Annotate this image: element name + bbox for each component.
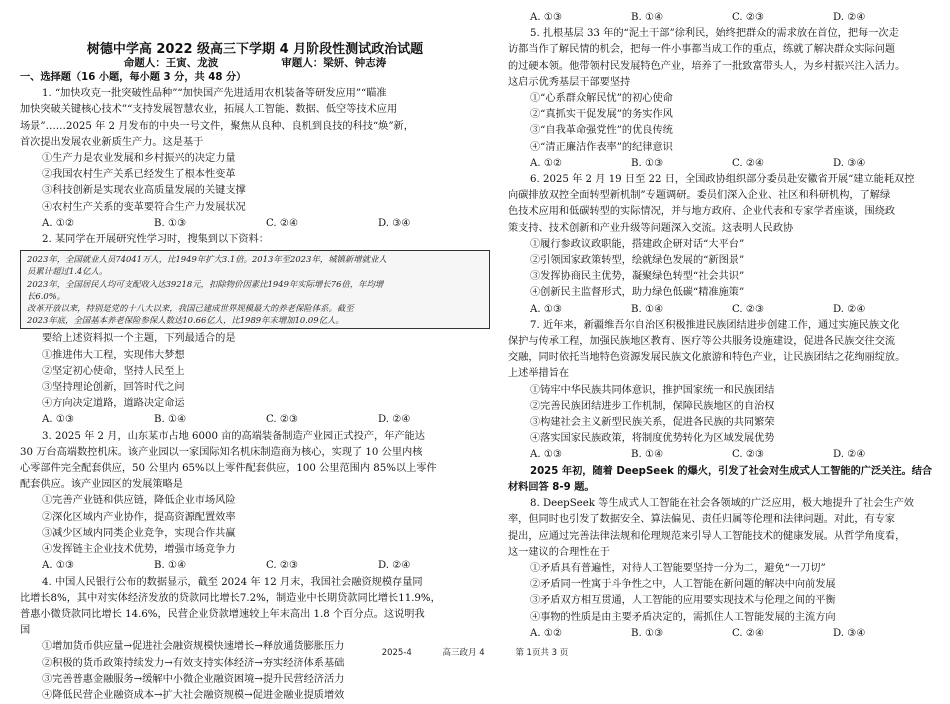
q4-choice-b: B. ①④ [631,10,732,26]
q7-choices [508,447,934,463]
q4-item: ①增加货币供应量→促进社会融资规模快速增长→释放通货膨胀压力 [20,639,490,655]
question-5 [508,26,934,172]
q8-line: 这一建议的合理性在于 [508,545,934,561]
exam-title: 树德中学高 2022 级高三下学期 4 月阶段性测试政治试题 [20,38,490,57]
q4-choice-a: A. ①③ [530,10,631,26]
section-heading: 一、选择题（16 小题，每小题 3 分，共 48 分） [20,70,490,86]
question-4 [20,575,490,704]
q3-choice-a: A. ①③ [42,558,154,574]
q1-choices [20,216,490,232]
question-7 [508,318,934,464]
q2-material-box [20,250,490,329]
q3-line: 配套供应。该产业园区的发展策略是 [20,477,490,493]
q3-choice-c: C. ②③ [266,558,378,574]
q3-choice-d: D. ②④ [378,558,490,574]
q2-choices [20,412,490,428]
page-footer [0,646,950,658]
q7-choice-a: A. ①③ [530,447,631,463]
q7-item: ①铸牢中华民族共同体意识，推护国家统一和民族团结 [508,383,934,399]
q2-material-line: 员累计超过1.4亿人。 [27,265,483,277]
q5-choices [508,156,934,172]
q8-line: 率，但同时也引发了数据安全、算法偏见、责任归属等伦理和法律问题。对此，有专家 [508,512,934,528]
q2-choice-a: A. ①③ [42,412,154,428]
q4-choice-c: C. ②③ [732,10,833,26]
q1-line: 加快突破关键核心技术”“支持发展智慧农业，拓展人工智能、数据、低空等技术应用 [20,102,490,118]
q7-line: 保护与传承工程，加强民族地区教育、医疗等公共服务设施建设，促进各民族交往交流 [508,334,934,350]
q5-line: 访都当作了解民情的机会，把每一件小事都当成工作的重点，练就了解决群众实际问题 [508,42,934,58]
q6-choice-d: D. ②④ [833,302,934,318]
q5-choice-c: C. ②④ [732,156,833,172]
q6-choice-c: C. ②③ [732,302,833,318]
material-intro-8-9 [508,464,934,496]
q5-line: 5. 扎根基层 33 年的“泥土干部”徐利民，始终把群众的需求放在首位，把每一次走 [508,26,934,42]
intro-line: 2025 年初，随着 DeepSeek 的爆火，引发了社会对生成式人工智能的广泛关注。结合 [508,464,934,480]
q8-item: ②矛盾同一性寓于斗争性之中，人工智能在新问题的解决中向前发展 [508,577,934,593]
q6-line: 向碳排放双控全面转型新机制”专题调研。委员们深入企业、社区和科研机构，了解绿 [508,188,934,204]
q8-line: 8. DeepSeek 等生成式人工智能在社会各领域的广泛应用，极大地提升了社会生产效 [508,496,934,512]
q7-line: 交融，同时依托当地特色资源发展民族文化旅游和特色产业，让民族团结之花绚丽绽放。 [508,350,934,366]
q7-choice-b: B. ①④ [631,447,732,463]
q4-choice-d: D. ②④ [833,10,934,26]
q5-item: ③“自我革命强党性”的优良传统 [508,123,934,139]
q1-item: ①生产力是农业发展和乡村振兴的决定力量 [20,151,490,167]
q3-item: ③减少区域内同类企业竞争，实现合作共赢 [20,526,490,542]
q7-line: 7. 近年来，新疆维吾尔自治区积极推进民族团结进步创建工作，通过实施民族文化 [508,318,934,334]
q1-line: 场景”……2025 年 2 月发布的中央一号文件，聚焦从良种、良机到良技的科技“焕”新， [20,119,490,135]
q3-choices [20,558,490,574]
question-2 [20,232,490,429]
q8-choice-d: D. ③④ [833,626,934,642]
q4-item: ③完善普惠金融服务→缓解中小微企业融资困境→提升民营经济活力 [20,672,490,688]
q6-choice-b: B. ①④ [631,302,732,318]
q2-material-line: 长6.0%。 [27,290,483,302]
q7-choice-c: C. ②③ [732,447,833,463]
q1-line: 1. “加快攻克一批突破性品种”“加快国产先进适用农机装备等研发应用”“瞄准 [20,86,490,102]
q3-item: ①完善产业链和供应链，降低企业市场风险 [20,493,490,509]
q2-item: ④方向决定道路，道路决定命运 [20,396,490,412]
q8-choice-b: B. ①③ [631,626,732,642]
footer-page-number: 第 1页共 3 页 [515,648,568,658]
question-1 [20,86,490,232]
q1-choice-d: D. ③④ [378,216,490,232]
q7-choice-d: D. ②④ [833,447,934,463]
q2-material-line: 2023年底，全国基本养老保险参保人数达10.66亿人，比1989年末增加10.09亿人。 [27,314,483,326]
q1-choice-c: C. ②④ [266,216,378,232]
q1-line: 首次提出发展农业新质生产力。这是基于 [20,135,490,151]
q3-line: 30 万台高端数控机床。该产业园以一家国际知名机床制造商为核心，实现了 10 公里内核 [20,445,490,461]
q8-choices [508,626,934,642]
q1-choice-a: A. ①② [42,216,154,232]
question-3 [20,429,490,575]
q5-line: 这启示优秀基层干部要坚持 [508,75,934,91]
q3-item: ④发挥链主企业技术优势，增强市场竞争力 [20,542,490,558]
q4-line: 4. 中国人民银行公布的数据显示，截至 2024 年 12 月末，我国社会融资规模存量同 [20,575,490,591]
q2-stem: 2. 某同学在开展研究性学习时，搜集到以下资料： [20,232,490,248]
q5-choice-d: D. ③④ [833,156,934,172]
q2-after: 要给上述资料拟一个主题，下列最适合的是 [20,331,490,347]
q6-item: ①履行参政议政职能，搭建政企研对话“大平台” [508,237,934,253]
exam-authors: 命题人：王寅、龙波 审题人：梁妍、钟志涛 [20,55,490,70]
q2-material-line: 2023年，全国居民人均可支配收入达39218元，扣除物价因素比1949年实际增长76倍，年均增 [27,278,483,290]
q3-line: 3. 2025 年 2 月，山东某市占地 6000 亩的高端装备制造产业园正式投产，年产能达 [20,429,490,445]
q7-line: 上述举措旨在 [508,366,934,382]
q2-material-line: 2023年，全国就业人员74041万人，比1949年扩大3.1倍。2013年至2023年，城镇新增就业人 [27,253,483,265]
q8-line: 提出，应通过完善法律法规和伦理规范来引导人工智能技术的健康发展。从哲学角度看， [508,529,934,545]
q2-choice-c: C. ②③ [266,412,378,428]
q2-item: ②坚定初心使命，坚持人民至上 [20,364,490,380]
q8-item: ③矛盾双方相互贯通，人工智能的应用要实现技术与伦理之间的平衡 [508,593,934,609]
q3-choice-b: B. ①④ [154,558,266,574]
q5-item: ①“心系群众解民忧”的初心使命 [508,91,934,107]
q1-item: ③科技创新是实现农业高质量发展的关键支撑 [20,183,490,199]
right-flow [508,10,934,642]
q4-line: 普惠小微贷款同比增长 14.6%，民营企业贷款增速较上年末高出 1.8 个百分点。这说明我 [20,607,490,623]
q8-item: ④事物的性质是由主要矛盾决定的，需抓住人工智能发展的主流方向 [508,610,934,626]
q4-line: 比增长8%，其中对实体经济发放的贷款同比增长7.2%，制造业中长期贷款同比增长11.9%， [20,591,490,607]
q4-line: 国 [20,623,490,639]
q5-choice-b: B. ①③ [631,156,732,172]
question-8 [508,496,934,642]
footer-date: 2025-4 [382,648,412,658]
q2-material-line: 改革开放以来，特别是党的十八大以来，我国已建成世界规模最大的养老保险体系。截至 [27,302,483,314]
q8-item: ①矛盾具有普遍性，对待人工智能要坚持一分为二，避免“一刀切” [508,561,934,577]
q7-item: ②完善民族团结进步工作机制，保障民族地区的自治权 [508,399,934,415]
q4-choices [508,10,934,26]
q3-line: 心零部件完全配套供应，50 公里内 65%以上零件配套供应，100 公里范围内 85%以上零件 [20,461,490,477]
q7-item: ④落实国家民族政策，将制度优势转化为区域发展优势 [508,431,934,447]
q2-item: ①推进伟大工程，实现伟大梦想 [20,348,490,364]
q1-choice-b: B. ①③ [154,216,266,232]
question-6 [508,172,934,318]
q6-item: ②引领国家政策转型，绘就绿色发展的“新图景” [508,253,934,269]
q6-line: 色技术应用和低碳转型的实际情况，并与地方政府、企业代表和专家学者座谈，围绕政 [508,204,934,220]
q5-choice-a: A. ①② [530,156,631,172]
q8-choice-c: C. ②④ [732,626,833,642]
q5-item: ②“真抓实干促发展”的务实作风 [508,107,934,123]
q5-line: 的过硬本领。他带领村民发展特色产业，培养了一批致富带头人，为乡村振兴注入活力。 [508,59,934,75]
q6-line: 6. 2025 年 2 月 19 日至 22 日，全国政协组织部分委员赴安徽省开展“建立能耗双控 [508,172,934,188]
q6-item: ③发挥协商民主优势，凝聚绿色转型“社会共识” [508,269,934,285]
q6-item: ④创新民主监督形式，助力绿色低碳“精准施策” [508,285,934,301]
footer-exam: 高三政月 4 [443,648,485,658]
q2-choice-b: B. ①④ [154,412,266,428]
q1-item: ④农村生产关系的变革要符合生产力发展状况 [20,200,490,216]
q1-item: ②我国农村生产关系已经发生了根本性变革 [20,167,490,183]
q6-choice-a: A. ①③ [530,302,631,318]
intro-line: 材料回答 8-9 题。 [508,480,934,496]
q8-choice-a: A. ①② [530,626,631,642]
q4-item: ②积极的货币政策持续发力→有效支持实体经济→夯实经济体系基础 [20,656,490,672]
q4-item: ④降低民营企业融资成本→扩大社会融资规模→促进金融业提质增效 [20,688,490,704]
q7-item: ③构建社会主义新型民族关系，促进各民族的共同繁荣 [508,415,934,431]
left-flow [20,70,490,704]
q3-item: ②深化区域内产业协作，提高资源配置效率 [20,510,490,526]
q2-choice-d: D. ②④ [378,412,490,428]
q5-item: ④“清正廉洁作表率”的纪律意识 [508,140,934,156]
q2-item: ③坚持理论创新，回答时代之问 [20,380,490,396]
q6-line: 策支持、技术创新和产业升级等问题深入交流。这表明人民政协 [508,221,934,237]
q6-choices [508,302,934,318]
